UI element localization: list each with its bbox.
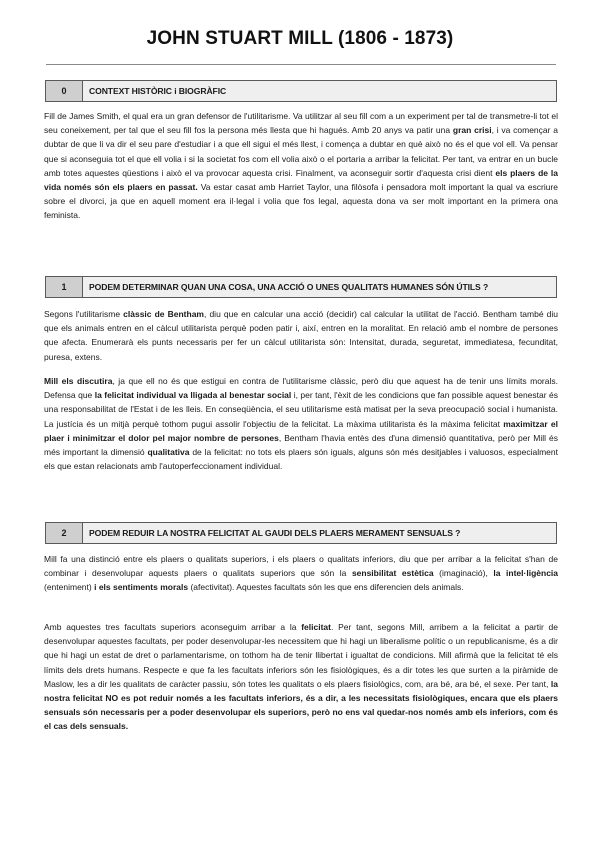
section-2-paragraph-2 bbox=[44, 620, 558, 734]
section-number: 1 bbox=[46, 277, 83, 297]
text-run: (imaginació), bbox=[433, 568, 494, 579]
page-title: JOHN STUART MILL (1806 - 1873) bbox=[146, 28, 454, 49]
bold-text-run: la felicitat individual va lligada al benestar social bbox=[94, 390, 292, 401]
text-run: (enteniment) bbox=[44, 582, 95, 593]
bold-text-run: clàssic de Bentham bbox=[123, 309, 204, 319]
section-number: 2 bbox=[46, 523, 83, 543]
bold-text-run: qualitativa bbox=[147, 447, 190, 458]
text-run: , Bentham l'havia entès des d'una dimensió quantitativa, però per Mill és més important la dimensió bbox=[44, 432, 558, 458]
section-number: 0 bbox=[46, 81, 83, 101]
section-2-paragraph-1 bbox=[44, 552, 558, 595]
title-divider bbox=[46, 64, 556, 65]
section-heading: PODEM REDUIR LA NOSTRA FELICITAT AL GAUDI DELS PLAERS MERAMENT SENSUALS ? bbox=[89, 528, 461, 538]
text-run: Segons l'utilitarisme bbox=[44, 309, 124, 319]
text-run: de la felicitat: no tots els plaers són iguals, alguns són més desitjables i valuosos, especialment els que estan relacionats amb l'autoperfeccionament individual. bbox=[44, 447, 558, 472]
bold-text-run: felicitat bbox=[301, 622, 331, 632]
text-run: , i va començar a dubtar de que li va dir el seu pare d'estudiar i a que ell sigui el més llest, i comença a dubtar en què això no és el que vol ell. Va pensar que si aconseguia tot el que ell volia i si la societat fos com ell volia això o el portaria a arribar la felicitat. Per tant, va entrar en un bucle amb totes aquestes qüestions i això el va provocar aquesta crisi. Finalment, va aconseguir sortir d'aquesta crisi dient bbox=[44, 125, 558, 178]
text-run: Fill de James Smith, el qual era un gran defensor de l'utilitarisme. Va utilitzar al seu fill com a un experiment per tal de transmetre-li tot el seu coneixement, per tal que el seu fill fos la persona més llesta que hi hagués. Amb 20 anys va patir una bbox=[44, 111, 558, 136]
section-0-header bbox=[45, 80, 557, 102]
section-heading: PODEM DETERMINAR QUAN UNA COSA, UNA ACCIÓ O UNES QUALITATS HUMANES SÓN ÚTILS ? bbox=[89, 282, 489, 292]
section-1-header bbox=[45, 276, 557, 298]
bold-text-run: Mill els discutira bbox=[44, 376, 113, 386]
section-1-paragraph-2 bbox=[44, 374, 558, 473]
text-run: Mill fa una distinció entre els plaers o qualitats superiors, i els plaers o qualitats inferiors, diu que per arribar a la felicitat s'han de combinar i desenvolupar aquests plaers o qualitats superiors que són la bbox=[44, 554, 558, 579]
bold-text-run: i els sentiments morals bbox=[94, 582, 189, 593]
section-0-paragraph-1 bbox=[44, 109, 558, 223]
section-1-paragraph-1 bbox=[44, 307, 558, 364]
text-run: , diu que en calcular una acció (decidir) cal calcular la utilitat de l'acció. Bentham també diu que els animals entren en el càlcul utilitarista perquè poden patir i, així, entren en la moralitat. En relació amb el nombre de persones que afecta. Enumerarà els punts necessaris per fer un càlcul utilitarista són: Intensitat, durada, seguretat, immediatesa, fecunditat, puresa, extens. bbox=[44, 309, 558, 362]
text-run: , ja que ell no és que estigui en contra de l'utilitarisme clàssic, però diu que aquest ha de tenir uns límits morals. Defensa que bbox=[44, 376, 558, 401]
text-run: Amb aquestes tres facultats superiors aconseguim arribar a la bbox=[44, 622, 302, 632]
text-run: . Per tant, segons Mill, arribem a la felicitat a partir de desenvolupar aquestes facultats, per poder desenvolupar-les necessitem que hi hagi un liberalisme polític o un republicanisme, és a dir que hi hagi un estat de dret o parlamentarisme, on tothom ha de tenir llibertat i igualtat de condicions. Mill afirmà que la felicitat té els límits dels drets humans. Respecte e que fa les facultats inferiors són les fisiològiques, és a dir totes les que surten a la piràmide de Maslow, les a dir les qualitats de caràcter passiu, són totes les qualitats o els plaers fisiològics, com, ara bé, ara bé, el sexe. Per tant, bbox=[44, 622, 558, 689]
section-2-header bbox=[45, 522, 557, 544]
bold-text-run: maximitzar el plaer i minimitzar el dolor pel major nombre de persones bbox=[44, 418, 558, 443]
bold-text-run: la intel·ligència bbox=[493, 568, 559, 579]
bold-text-run: els plaers de la vida només són els plaers en passat. bbox=[44, 167, 558, 193]
bold-text-run: sensibilitat estètica bbox=[351, 568, 434, 579]
bold-text-run: gran crisi bbox=[452, 125, 492, 136]
text-run: (afectivitat). Aquestes facultats són les que ens diferencien dels animals. bbox=[188, 582, 464, 593]
bold-text-run: la nostra felicitat NO es pot reduir només a les facultats inferiors, és a dir, a les necessitats fisiològiques, encara que els plaers sensuals són necessaris per a poder desenvolupar els superiors, però no ens val quedar-nos només amb els inferiors, com és el cas dels sensuals. bbox=[44, 678, 558, 732]
text-run: Va estar casat amb Harriet Taylor, una filòsofa i pensadora molt important la qual va escriure sobre el divorci, ja que en aquell moment era il·legal i volia que fos legal, aquesta dona va ser molt important en la primera ona feminista. bbox=[44, 182, 558, 221]
text-run: i, per tant, l'èxit de les condicions que fan possible aquest benestar és una responsabilitat de l'Estat i de les lleis. En conseqüència, el seu utilitarisme està matisat per la seva preocupació social i humanista. La justícia és un mitjà perquè tothom pugui assolir l'objectiu de la felicitat. La màxima utilitarista és la màxima felicitat bbox=[44, 390, 558, 429]
section-heading: CONTEXT HISTÒRIC i BIOGRÀFIC bbox=[89, 86, 227, 96]
